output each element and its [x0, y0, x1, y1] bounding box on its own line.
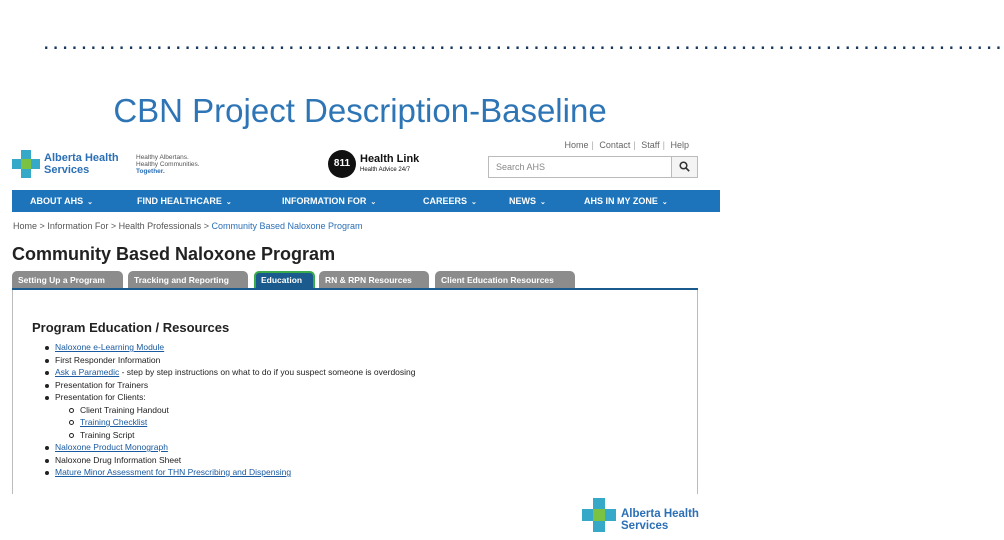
- health-link-logo[interactable]: [328, 150, 438, 178]
- nav-careers[interactable]: [423, 190, 477, 212]
- link-ask-a-paramedic[interactable]: Ask a Paramedic: [55, 367, 120, 377]
- breadcrumb-home[interactable]: Home: [13, 221, 38, 231]
- logo-line-2: Services: [44, 164, 90, 176]
- page-title: Community Based Naloxone Program: [12, 244, 336, 264]
- breadcrumb: [13, 221, 363, 231]
- nav-label: CAREERS: [423, 196, 468, 206]
- footer-ahs-logo: [582, 498, 702, 534]
- ahs-cross-icon: [582, 498, 616, 532]
- tab-bar: [12, 271, 712, 289]
- tagline-line-3: Together.: [136, 168, 165, 175]
- sub-list-item: [43, 416, 416, 429]
- breadcrumb-information-for[interactable]: Information For: [47, 221, 109, 231]
- list-item: [43, 391, 416, 404]
- chevron-down-icon: ⌄: [225, 199, 232, 206]
- main-nav: [12, 190, 720, 212]
- list-item: [43, 341, 416, 354]
- search-input[interactable]: [489, 157, 669, 177]
- search-button[interactable]: [671, 157, 697, 177]
- link-product-monograph[interactable]: Naloxone Product Monograph: [55, 442, 168, 452]
- text-training-script: Training Script: [80, 429, 135, 440]
- link-naloxone-elearning[interactable]: Naloxone e-Learning Module: [55, 342, 165, 352]
- tab-client-education-resources[interactable]: Client Education Resources: [435, 271, 575, 289]
- nav-label: INFORMATION FOR: [282, 196, 367, 206]
- nav-label: AHS IN MY ZONE: [584, 196, 658, 206]
- text-client-handout: Client Training Handout: [80, 404, 169, 415]
- link-training-checklist[interactable]: Training Checklist: [80, 417, 148, 427]
- list-item: [43, 354, 416, 367]
- sub-list-item: [43, 429, 416, 442]
- list-item: [43, 441, 416, 454]
- nav-label: NEWS: [509, 196, 536, 206]
- tab-content-panel: [12, 290, 698, 494]
- top-link-home[interactable]: Home: [564, 140, 589, 150]
- ahs-cross-icon: [12, 150, 40, 178]
- tagline-line-2: Healthy Communities.: [136, 161, 200, 168]
- nav-label: FIND HEALTHCARE: [137, 196, 222, 206]
- list-item: [43, 379, 416, 392]
- health-link-subtitle: Health Advice 24/7: [360, 167, 411, 173]
- top-link-staff[interactable]: Staff: [641, 140, 660, 150]
- breadcrumb-current: Community Based Naloxone Program: [211, 221, 363, 231]
- search-icon: [679, 161, 690, 172]
- slide-title: CBN Project Description-Baseline: [113, 92, 607, 129]
- utility-links: Home | Contact | Staff | Help: [564, 140, 689, 150]
- link-mature-minor-assessment[interactable]: Mature Minor Assessment for THN Prescribing and Dispensing: [55, 467, 292, 477]
- ahs-logo[interactable]: [12, 150, 122, 180]
- list-item: [43, 466, 416, 479]
- health-link-name: Health Link: [360, 153, 420, 165]
- chevron-down-icon: ⌄: [540, 199, 546, 206]
- website-screenshot: [12, 138, 720, 494]
- text-presentation-clients: Presentation for Clients:: [55, 392, 146, 402]
- text-drug-info-sheet: Naloxone Drug Information Sheet: [55, 454, 182, 465]
- nav-ahs-in-my-zone[interactable]: [584, 190, 668, 212]
- breadcrumb-health-professionals[interactable]: Health Professionals: [118, 221, 202, 231]
- footer-logo-line-2: Services: [621, 520, 669, 532]
- footer-logo-line-1: Alberta Health: [621, 508, 699, 520]
- tagline: [136, 154, 200, 175]
- nav-about-ahs[interactable]: [30, 190, 93, 212]
- list-item: [43, 454, 416, 467]
- chevron-down-icon: ⌄: [87, 199, 94, 206]
- breadcrumb-separator: >: [203, 221, 209, 231]
- tab-rn-rpn-resources[interactable]: RN & RPN Resources: [319, 271, 429, 289]
- ask-paramedic-description: - step by step instructions on what to do if you suspect someone is overdosing: [119, 367, 416, 377]
- search-box: [488, 156, 698, 178]
- tab-tracking-and-reporting[interactable]: Tracking and Reporting: [128, 271, 248, 289]
- decorative-dotted-rule: ......................................................................................................: [42, 37, 1004, 53]
- sub-list-item: [43, 404, 416, 417]
- nav-find-healthcare[interactable]: [137, 190, 232, 212]
- top-link-contact[interactable]: Contact: [599, 140, 631, 150]
- logo-line-1: Alberta Health: [44, 152, 119, 164]
- resource-list: [43, 341, 416, 479]
- text-presentation-trainers: Presentation for Trainers: [55, 379, 149, 390]
- chevron-down-icon: ⌄: [471, 199, 477, 206]
- nav-news[interactable]: [509, 190, 546, 212]
- tab-education[interactable]: Education: [254, 271, 315, 289]
- section-title: Program Education / Resources: [32, 320, 230, 335]
- health-link-811-badge: 811: [328, 150, 356, 178]
- chevron-down-icon: ⌄: [370, 199, 377, 206]
- tab-setting-up-a-program[interactable]: Setting Up a Program: [12, 271, 123, 289]
- top-link-help[interactable]: Help: [670, 140, 689, 150]
- chevron-down-icon: ⌄: [661, 199, 668, 206]
- breadcrumb-separator: >: [110, 221, 117, 231]
- nav-label: ABOUT AHS: [30, 196, 84, 206]
- nav-information-for[interactable]: [282, 190, 376, 212]
- breadcrumb-separator: >: [39, 221, 45, 231]
- text-first-responder: First Responder Information: [55, 354, 161, 365]
- tagline-line-1: Healthy Albertans.: [136, 154, 189, 161]
- list-item: [43, 366, 416, 379]
